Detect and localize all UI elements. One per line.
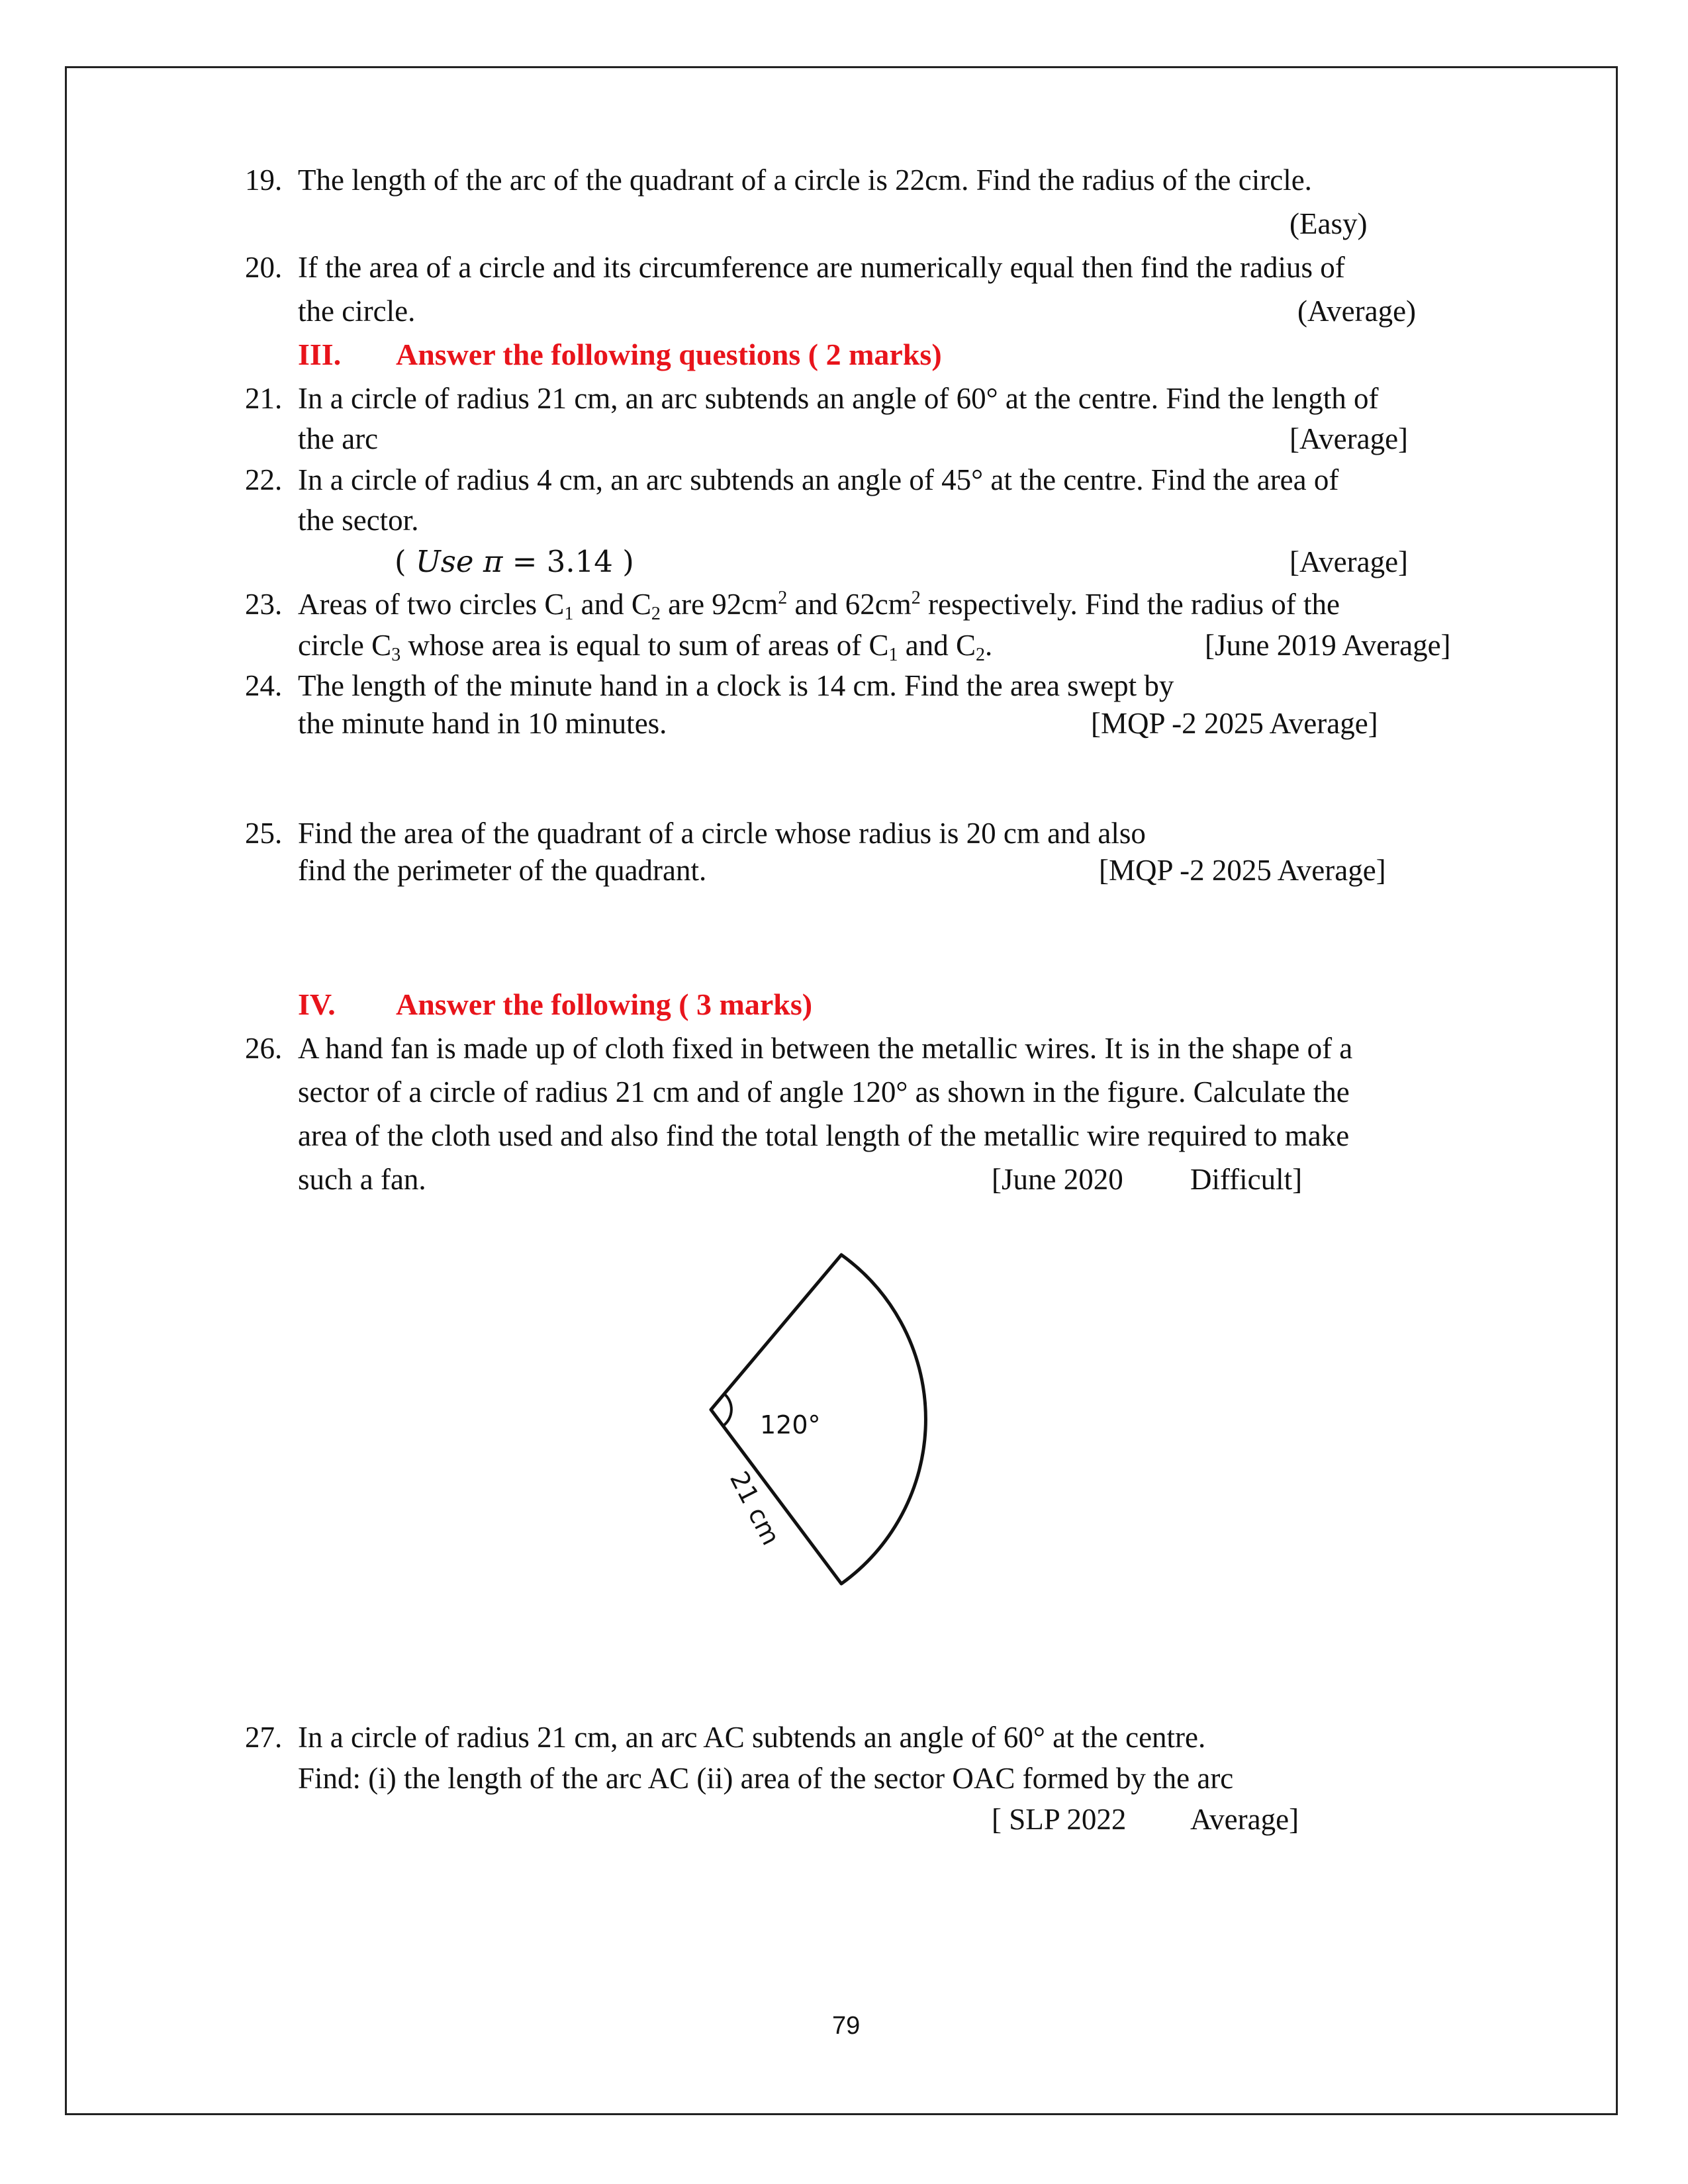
- q27-text-line2: Find: (i) the length of the arc AC (ii) area of the sector OAC formed by the arc: [298, 1762, 1234, 1795]
- q23-part: Areas of two circles C: [298, 588, 565, 621]
- q26-tag-year: [June 2020: [992, 1163, 1123, 1196]
- radius-label: 21 cm: [724, 1467, 786, 1550]
- q27-text-line1: In a circle of radius 21 cm, an arc AC subtends an angle of 60° at the centre.: [298, 1721, 1206, 1754]
- q19-number: 19.: [245, 163, 283, 197]
- q26-number: 26.: [245, 1032, 283, 1065]
- q23-part: and C: [898, 629, 976, 662]
- q22-pi-note: ( Use π = 3.14 ): [395, 544, 634, 579]
- q23-part: and C: [573, 588, 651, 621]
- q22-text-line2: the sector.: [298, 504, 419, 537]
- q27-number: 27.: [245, 1721, 283, 1754]
- page-number: 79: [832, 2012, 861, 2040]
- q25-tag: [MQP -2 2025 Average]: [1099, 854, 1386, 887]
- q23-text-line1: [298, 586, 1340, 622]
- q23-sub: 2: [975, 645, 985, 665]
- q26-text-line2: sector of a circle of radius 21 cm and of angle 120° as shown in the figure. Calculate the: [298, 1075, 1350, 1109]
- q24-tag: [MQP -2 2025 Average]: [1091, 707, 1378, 740]
- section-3-roman: III.: [298, 338, 342, 371]
- q23-sup: 2: [778, 588, 788, 608]
- q24-number: 24.: [245, 669, 283, 702]
- section-3-title: Answer the following questions ( 2 marks): [396, 338, 942, 371]
- q22-text-line1: In a circle of radius 4 cm, an arc subtends an angle of 45° at the centre. Find the area of: [298, 463, 1339, 496]
- q22-pi-value: = 3.14: [512, 544, 613, 579]
- q22-tag: [Average]: [1289, 545, 1409, 578]
- q23-part: whose area is equal to sum of areas of C: [400, 629, 889, 662]
- q23-part: .: [984, 629, 993, 662]
- q23-part: circle C: [298, 629, 392, 662]
- q19-text: The length of the arc of the quadrant of a circle is 22cm. Find the radius of the circle.: [298, 163, 1312, 197]
- q25-text-line1: Find the area of the quadrant of a circle whose radius is 20 cm and also: [298, 817, 1146, 850]
- q21-tag: [Average]: [1289, 422, 1409, 455]
- q23-part: are 92cm: [660, 588, 778, 621]
- q23-sub: 1: [888, 645, 898, 665]
- q26-tag-level: Difficult]: [1190, 1163, 1303, 1196]
- q23-tag: [June 2019 Average]: [1205, 629, 1451, 662]
- q21-text-line1: In a circle of radius 21 cm, an arc subtends an angle of 60° at the centre. Find the length of: [298, 382, 1379, 415]
- q20-number: 20.: [245, 251, 283, 284]
- q21-number: 21.: [245, 382, 283, 415]
- q23-sub: 3: [391, 645, 401, 665]
- q26-text-line3: area of the cloth used and also find the total length of the metallic wire required to make: [298, 1119, 1350, 1152]
- q26-text-line1: A hand fan is made up of cloth fixed in between the metallic wires. It is in the shape of a: [298, 1032, 1353, 1065]
- q23-part: respectively. Find the radius of the: [920, 588, 1340, 621]
- q22-pi-symbol: π: [483, 544, 503, 579]
- q20-text-line2: the circle.: [298, 295, 416, 328]
- q22-use-word: Use: [415, 544, 474, 579]
- hand-fan-figure: [675, 1231, 1033, 1602]
- angle-label: 120°: [760, 1410, 821, 1439]
- q21-text-line2: the arc: [298, 422, 379, 455]
- q24-text-line2: the minute hand in 10 minutes.: [298, 707, 667, 740]
- q23-text-line2: [298, 627, 992, 663]
- q20-tag: (Average): [1297, 295, 1417, 328]
- q23-sub: 1: [564, 604, 574, 624]
- q25-number: 25.: [245, 817, 283, 850]
- q23-sub: 2: [651, 604, 661, 624]
- q26-text-line4: such a fan.: [298, 1163, 426, 1196]
- section-4-roman: IV.: [298, 987, 336, 1021]
- section-4-title: Answer the following ( 3 marks): [396, 987, 813, 1021]
- q19-tag: (Easy): [1289, 207, 1368, 240]
- q23-number: 23.: [245, 588, 283, 621]
- angle-marker-arc: [724, 1394, 731, 1426]
- q23-sup: 2: [911, 588, 921, 608]
- q27-tag-level: Average]: [1190, 1803, 1299, 1836]
- q23-part: and 62cm: [787, 588, 912, 621]
- q27-tag-source: [ SLP 2022: [992, 1803, 1127, 1836]
- q22-number: 22.: [245, 463, 283, 496]
- q24-text-line1: The length of the minute hand in a clock is 14 cm. Find the area swept by: [298, 669, 1174, 702]
- q20-text-line1: If the area of a circle and its circumference are numerically equal then find the radius of: [298, 251, 1345, 284]
- q25-text-line2: find the perimeter of the quadrant.: [298, 854, 707, 887]
